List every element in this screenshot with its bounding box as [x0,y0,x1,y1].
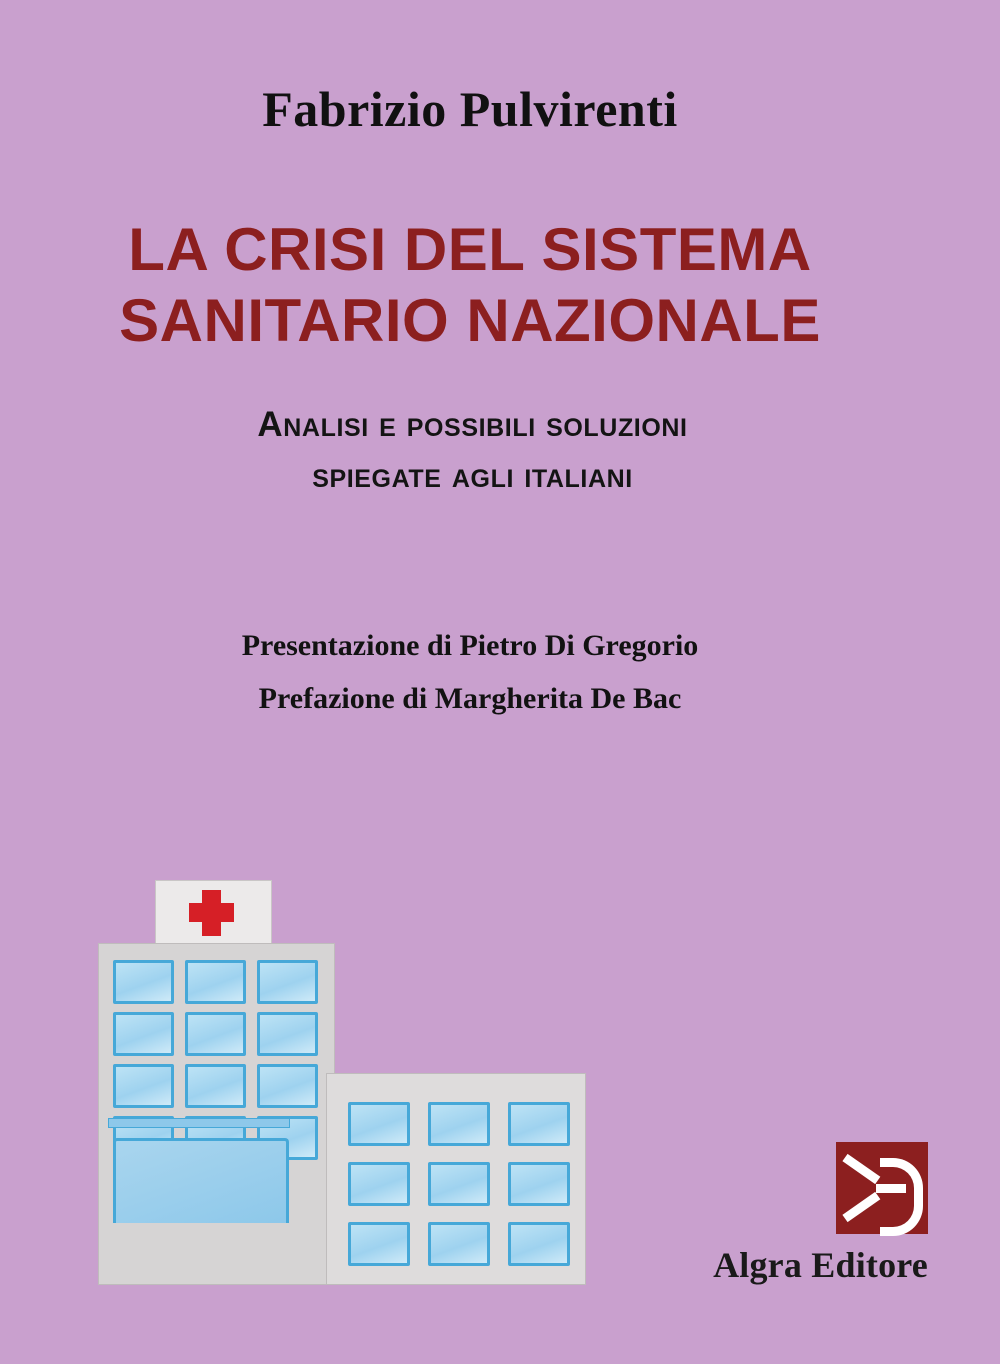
book-subtitle [0,400,945,502]
publisher-block [693,1142,928,1286]
credits [0,620,940,725]
window [185,960,246,1004]
window [185,1064,246,1108]
window [348,1102,410,1146]
window [257,960,318,1004]
hospital-entrance [113,1138,289,1223]
subtitle-line-2: spiegate agli italiani [312,455,633,495]
publisher-name: Algra Editore [713,1245,928,1285]
window [508,1222,570,1266]
algra-logo-icon [836,1142,928,1234]
presentation-credit: Presentazione di Pietro Di Gregorio [241,629,699,662]
window [348,1222,410,1266]
window [508,1162,570,1206]
window [508,1102,570,1146]
preface-credit: Prefazione di Margherita De Bac [258,681,682,715]
window [257,1012,318,1056]
hospital-illustration [80,880,600,1300]
window [185,1012,246,1056]
red-cross-icon-bar [189,903,234,922]
subtitle-line-1: Analisi e possibili soluzioni [257,405,688,444]
window [428,1162,490,1206]
window [113,1064,174,1108]
title-line-1: LA CRISI DEL SISTEMA [128,216,812,283]
window [428,1222,490,1266]
window [113,1012,174,1056]
window [348,1162,410,1206]
window [113,960,174,1004]
entrance-lintel [108,1118,290,1128]
window [428,1102,490,1146]
author-name: Fabrizio Pulvirenti [262,81,678,137]
book-title [0,215,940,357]
title-line-2: SANITARIO NAZIONALE [119,286,821,354]
window [257,1064,318,1108]
